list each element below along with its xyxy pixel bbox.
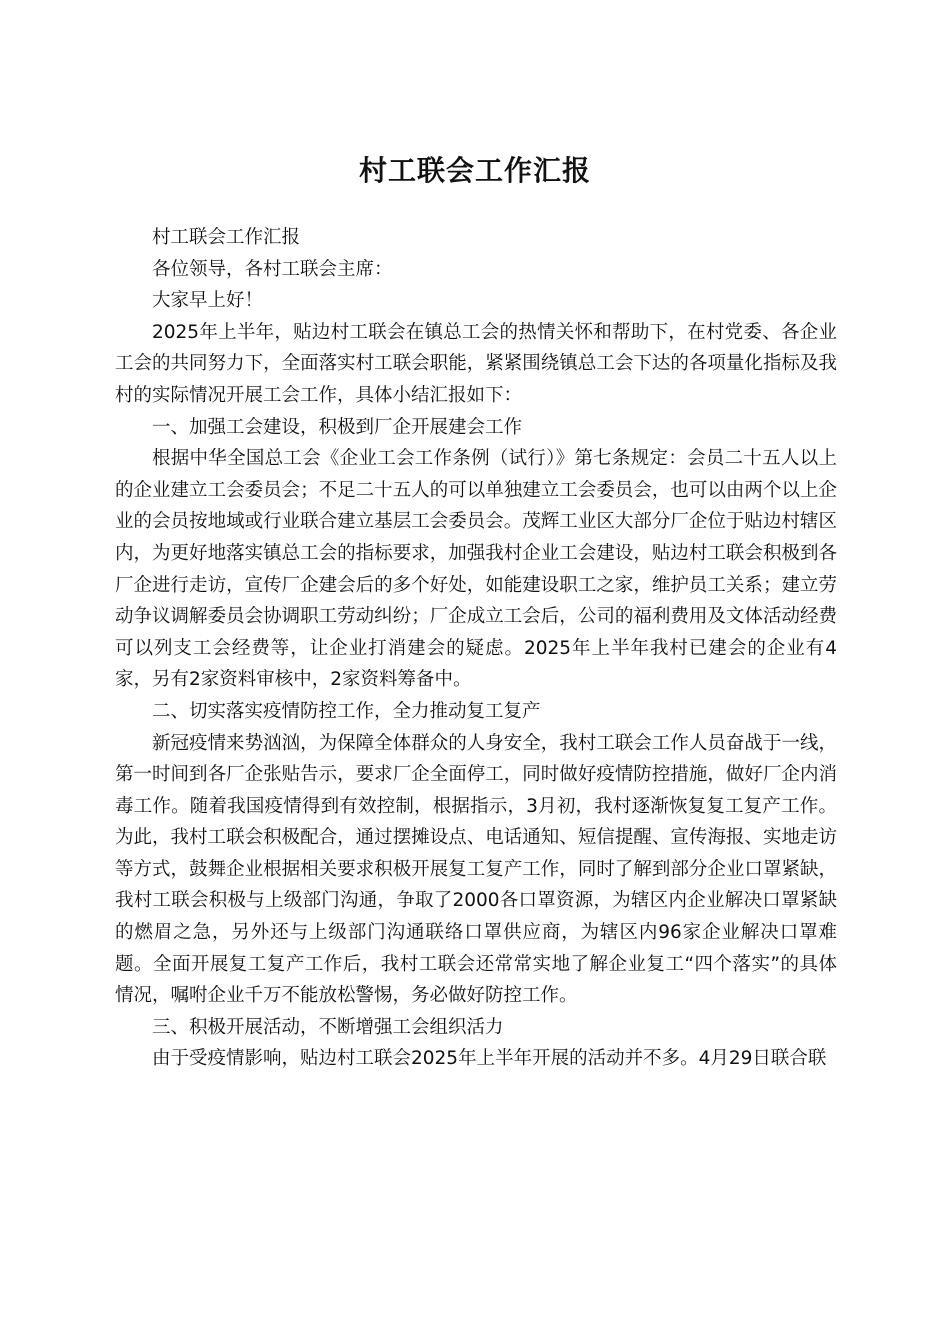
paragraph-salutation: 各位领导，各村工联会主席： bbox=[152, 258, 393, 280]
paragraph-greeting: 大家早上好！ bbox=[152, 290, 264, 312]
paragraph-section-1: 根据中华全国总工会《企业工会工作条例（试行）》第七条规定：会员二十五人以上的企业建立工会委员会；不足二十五人的可以单独建立工会委员会，也可以由两个以上企业的会员按地域或行业联合建立基层工会委员会。茂辉工业区大部分厂企位于贴边村辖区内，为更好地落实镇总工会的指标要求，加强我村企业工会建设，贴边村工联会积极到各厂企进行走访，宣传厂企建会后的多个好处，如能建设职工之家，维护员工关系；建立劳动争议调解委员会协调职工劳动纠纷；厂企成立工会后，公司的福利费用及文体活动经费可以列支工会经费等，让企业打消建会的疑虑。2025年上半年我村已建会的企业有4家，另有2家资料审核中，2家资料筹备中。 bbox=[115, 448, 837, 691]
section-heading-1: 一、加强工会建设，积极到厂企开展建会工作 bbox=[152, 416, 523, 438]
paragraph-section-3: 由于受疫情影响，贴边村工联会2025年上半年开展的活动并不多。4月29日联合联 bbox=[152, 1048, 827, 1070]
paragraph-section-2: 新冠疫情来势汹汹，为保障全体群众的人身安全，我村工联会工作人员奋战于一线，第一时间到各厂企张贴告示，要求厂企全面停工，同时做好疫情防控措施，做好厂企内消毒工作。随着我国疫情得到有效控制，根据指示，3月初，我村逐渐恢复复工复产工作。为此，我村工联会积极配合，通过摆摊设点、电话通知、短信提醒、宣传海报、实地走访等方式，鼓舞企业根据相关要求积极开展复工复产工作，同时了解到部分企业口罩紧缺，我村工联会积极与上级部门沟通，争取了2000各口罩资源，为辖区内企业解决口罩紧缺的燃眉之急，另外还与上级部门沟通联络口罩供应商，为辖区内96家企业解决口罩难题。全面开展复工复产工作后，我村工联会还常常实地了解企业复工“四个落实”的具体情况，嘱咐企业千万不能放松警惕，务必做好防控工作。 bbox=[115, 732, 837, 1007]
section-heading-3: 三、积极开展活动，不断增强工会组织活力 bbox=[152, 1016, 504, 1038]
document-body bbox=[115, 222, 837, 1075]
section-heading-2: 二、切实落实疫情防控工作，全力推动复工复产 bbox=[152, 700, 541, 722]
document-title: 村工联会工作汇报 bbox=[358, 153, 591, 187]
paragraph-heading-repeat: 村工联会工作汇报 bbox=[152, 227, 301, 248]
paragraph-intro: 2025年上半年，贴边村工联会在镇总工会的热情关怀和帮助下，在村党委、各企业工会的共同努力下，全面落实村工联会职能，紧紧围绕镇总工会下达的各项量化指标及我村的实际情况开展工会工作，具体小结汇报如下： bbox=[115, 321, 837, 406]
